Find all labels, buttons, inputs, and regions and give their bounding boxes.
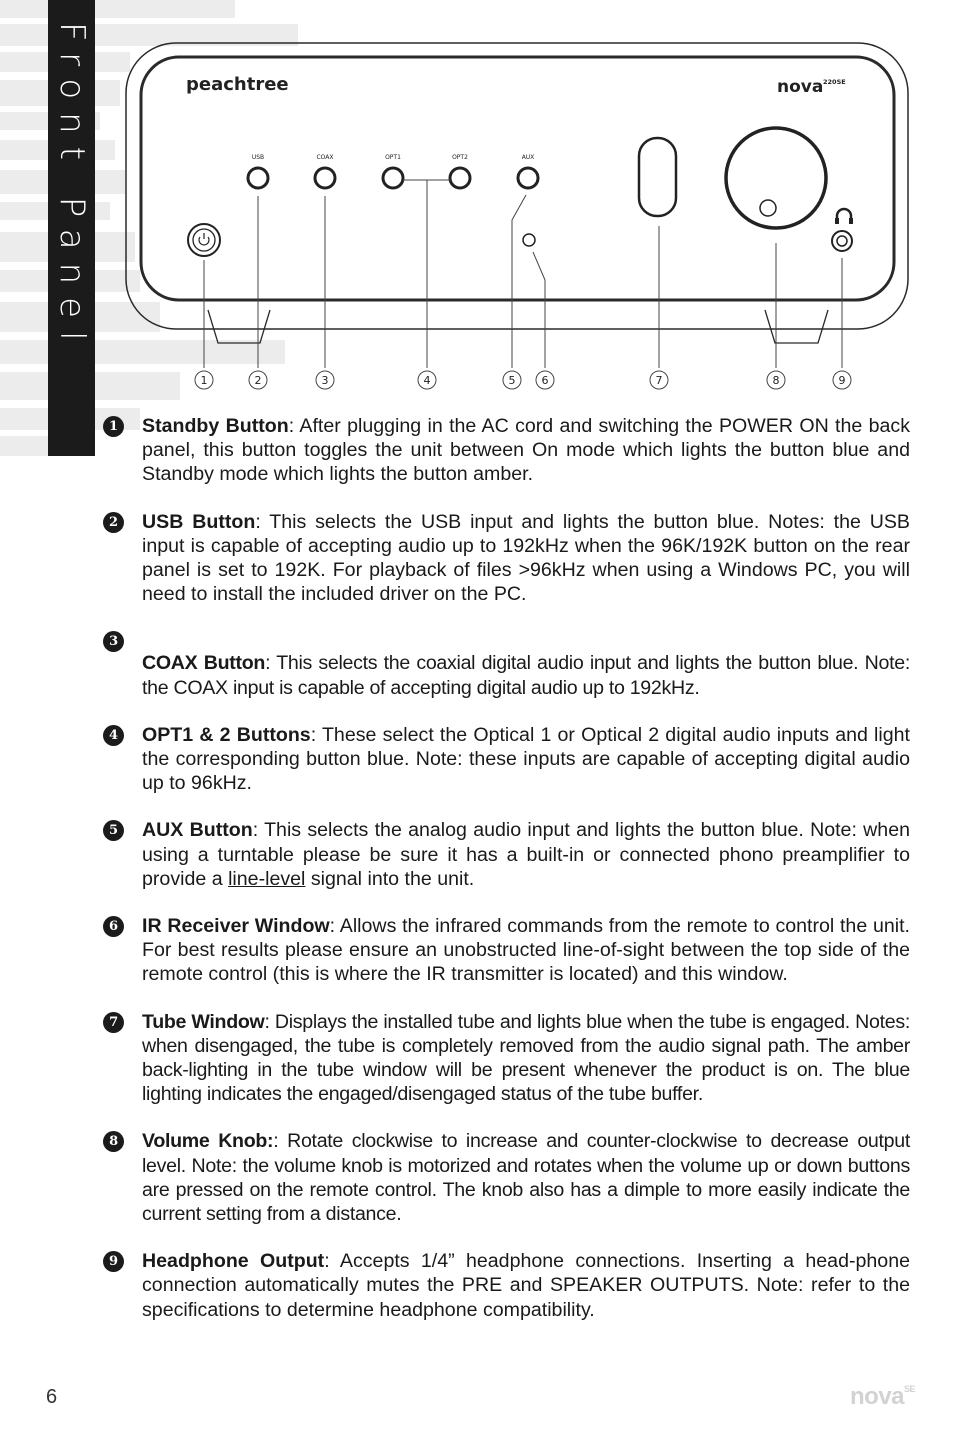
callout-2: 2 [254, 374, 262, 387]
headphone-icon [837, 209, 851, 222]
page-number: 6 [46, 1386, 58, 1408]
item-text-after: signal into the unit. [305, 867, 475, 890]
input-label-opt2: OPT2 [452, 154, 468, 161]
input-label-coax: COAX [316, 154, 334, 161]
item-number: 3 [103, 631, 124, 652]
list-item [100, 510, 910, 607]
item-title: USB Button [142, 510, 256, 533]
item-number: 2 [103, 512, 124, 533]
volume-knob [726, 128, 826, 228]
usb-button [248, 168, 268, 188]
front-panel-diagram [100, 30, 915, 400]
tube-window [639, 138, 676, 216]
item-title: IR Receiver Window [142, 915, 330, 938]
callout-6: 6 [541, 374, 549, 387]
section-title: Front Panel [52, 22, 92, 354]
item-text: : Allows the infrared commands from the remote to control the unit. For best results please ensure an unobstructed line-of-sight between the top side of the remote control (this is where the IR transmitter is located) and this window. [142, 915, 910, 986]
item-title: Volume Knob: [142, 1130, 274, 1153]
list-item [100, 414, 910, 487]
coax-button [315, 168, 335, 188]
callout-5: 5 [508, 374, 516, 387]
standby-button [188, 224, 220, 256]
line-level-link[interactable]: line-level [228, 867, 306, 890]
opt1-button [383, 168, 403, 188]
item-number: 9 [103, 1251, 124, 1272]
item-text: : This selects the coaxial digital audio input and lights the button blue. Note: the COAX input is capable of accepting digital audio up to 192kHz. [142, 652, 910, 699]
item-text: : This selects the analog audio input and lights the button blue. Note: when using a turntable please be sure it has a built-in or connected phono preamplifier to provide a [142, 819, 910, 890]
input-label-usb: USB [251, 154, 265, 161]
list-item [100, 629, 910, 699]
callout-8: 8 [772, 374, 780, 387]
footer-brand-name: nova [850, 1383, 905, 1410]
volume-dimple [760, 200, 776, 216]
item-title: Standby Button [142, 415, 289, 437]
callout-7: 7 [655, 374, 663, 387]
list-item [100, 1010, 910, 1107]
footer-brand-logo [850, 1383, 915, 1411]
model-logo: nova [777, 77, 824, 97]
item-text: : Accepts 1/4” headphone connections. Inserting a head-phone connection automatically mutes the PRE and SPEAKER OUTPUTS. Note: refer to the specifications to determine headphone compatibility. [142, 1250, 910, 1321]
item-number: 8 [103, 1131, 124, 1152]
list-item [100, 723, 910, 796]
callout-9: 9 [838, 374, 846, 387]
brand-logo: peachtree [186, 74, 289, 95]
item-text: : After plugging in the AC cord and switching the POWER ON the back panel, this button toggles the unit between On mode which lights the button blue and Standby mode which lights the button amber. [142, 415, 910, 486]
item-number: 4 [103, 725, 124, 746]
headphone-output [832, 209, 853, 251]
callout-3: 3 [321, 374, 329, 387]
item-text: : This selects the USB input and lights the button blue. Notes: the USB input is capable of accepting audio up to 192kHz when the 96K/192K button on the rear panel is set to 192K. For playback of files >96kHz when using a Windows PC, you will need to install the included driver on the PC. [142, 510, 910, 606]
list-item [100, 914, 910, 987]
item-title: COAX Button [142, 652, 266, 675]
item-title: OPT1 & 2 Buttons [142, 723, 311, 746]
item-number: 1 [103, 416, 124, 437]
list-item [100, 818, 910, 891]
footer-brand-suffix: SE [904, 1384, 916, 1394]
feature-list [100, 414, 910, 1345]
aux-button [518, 168, 538, 188]
item-number: 7 [103, 1012, 124, 1033]
opt2-button [450, 168, 470, 188]
item-number: 5 [103, 820, 124, 841]
item-title: Headphone Output [142, 1250, 325, 1273]
callout-4: 4 [423, 374, 431, 387]
item-title: AUX Button [142, 819, 253, 842]
item-number: 6 [103, 916, 124, 937]
item-text: : Displays the installed tube and lights blue when the tube is engaged. Notes: when disengaged, the tube is completely removed from the audio signal path. The amber back-lighting in the tube window will be present whenever the product is on. The blue lighting indicates the engaged/disengaged status of the tube buffer. [142, 1010, 910, 1106]
list-item [100, 1129, 910, 1226]
input-label-aux: AUX [521, 154, 535, 161]
model-suffix: 220SE [823, 78, 846, 86]
item-title: Tube Window [142, 1010, 265, 1033]
item-text: : These select the Optical 1 or Optical 2 digital audio inputs and light the corresponding button blue. Note: these inputs are capable of accepting digital audio up to 96kHz. [142, 723, 910, 795]
list-item [100, 1249, 910, 1322]
item-text: : Rotate clockwise to increase and counter-clockwise to decrease output level. Note: the volume knob is motorized and rotates when the volume up or down buttons are pressed on the remote control. The knob also has a dimple to more easily indicate the current setting from a distance. [142, 1130, 910, 1226]
callout-1: 1 [200, 374, 208, 387]
ir-receiver-window [523, 234, 535, 246]
input-label-opt1: OPT1 [385, 154, 401, 161]
